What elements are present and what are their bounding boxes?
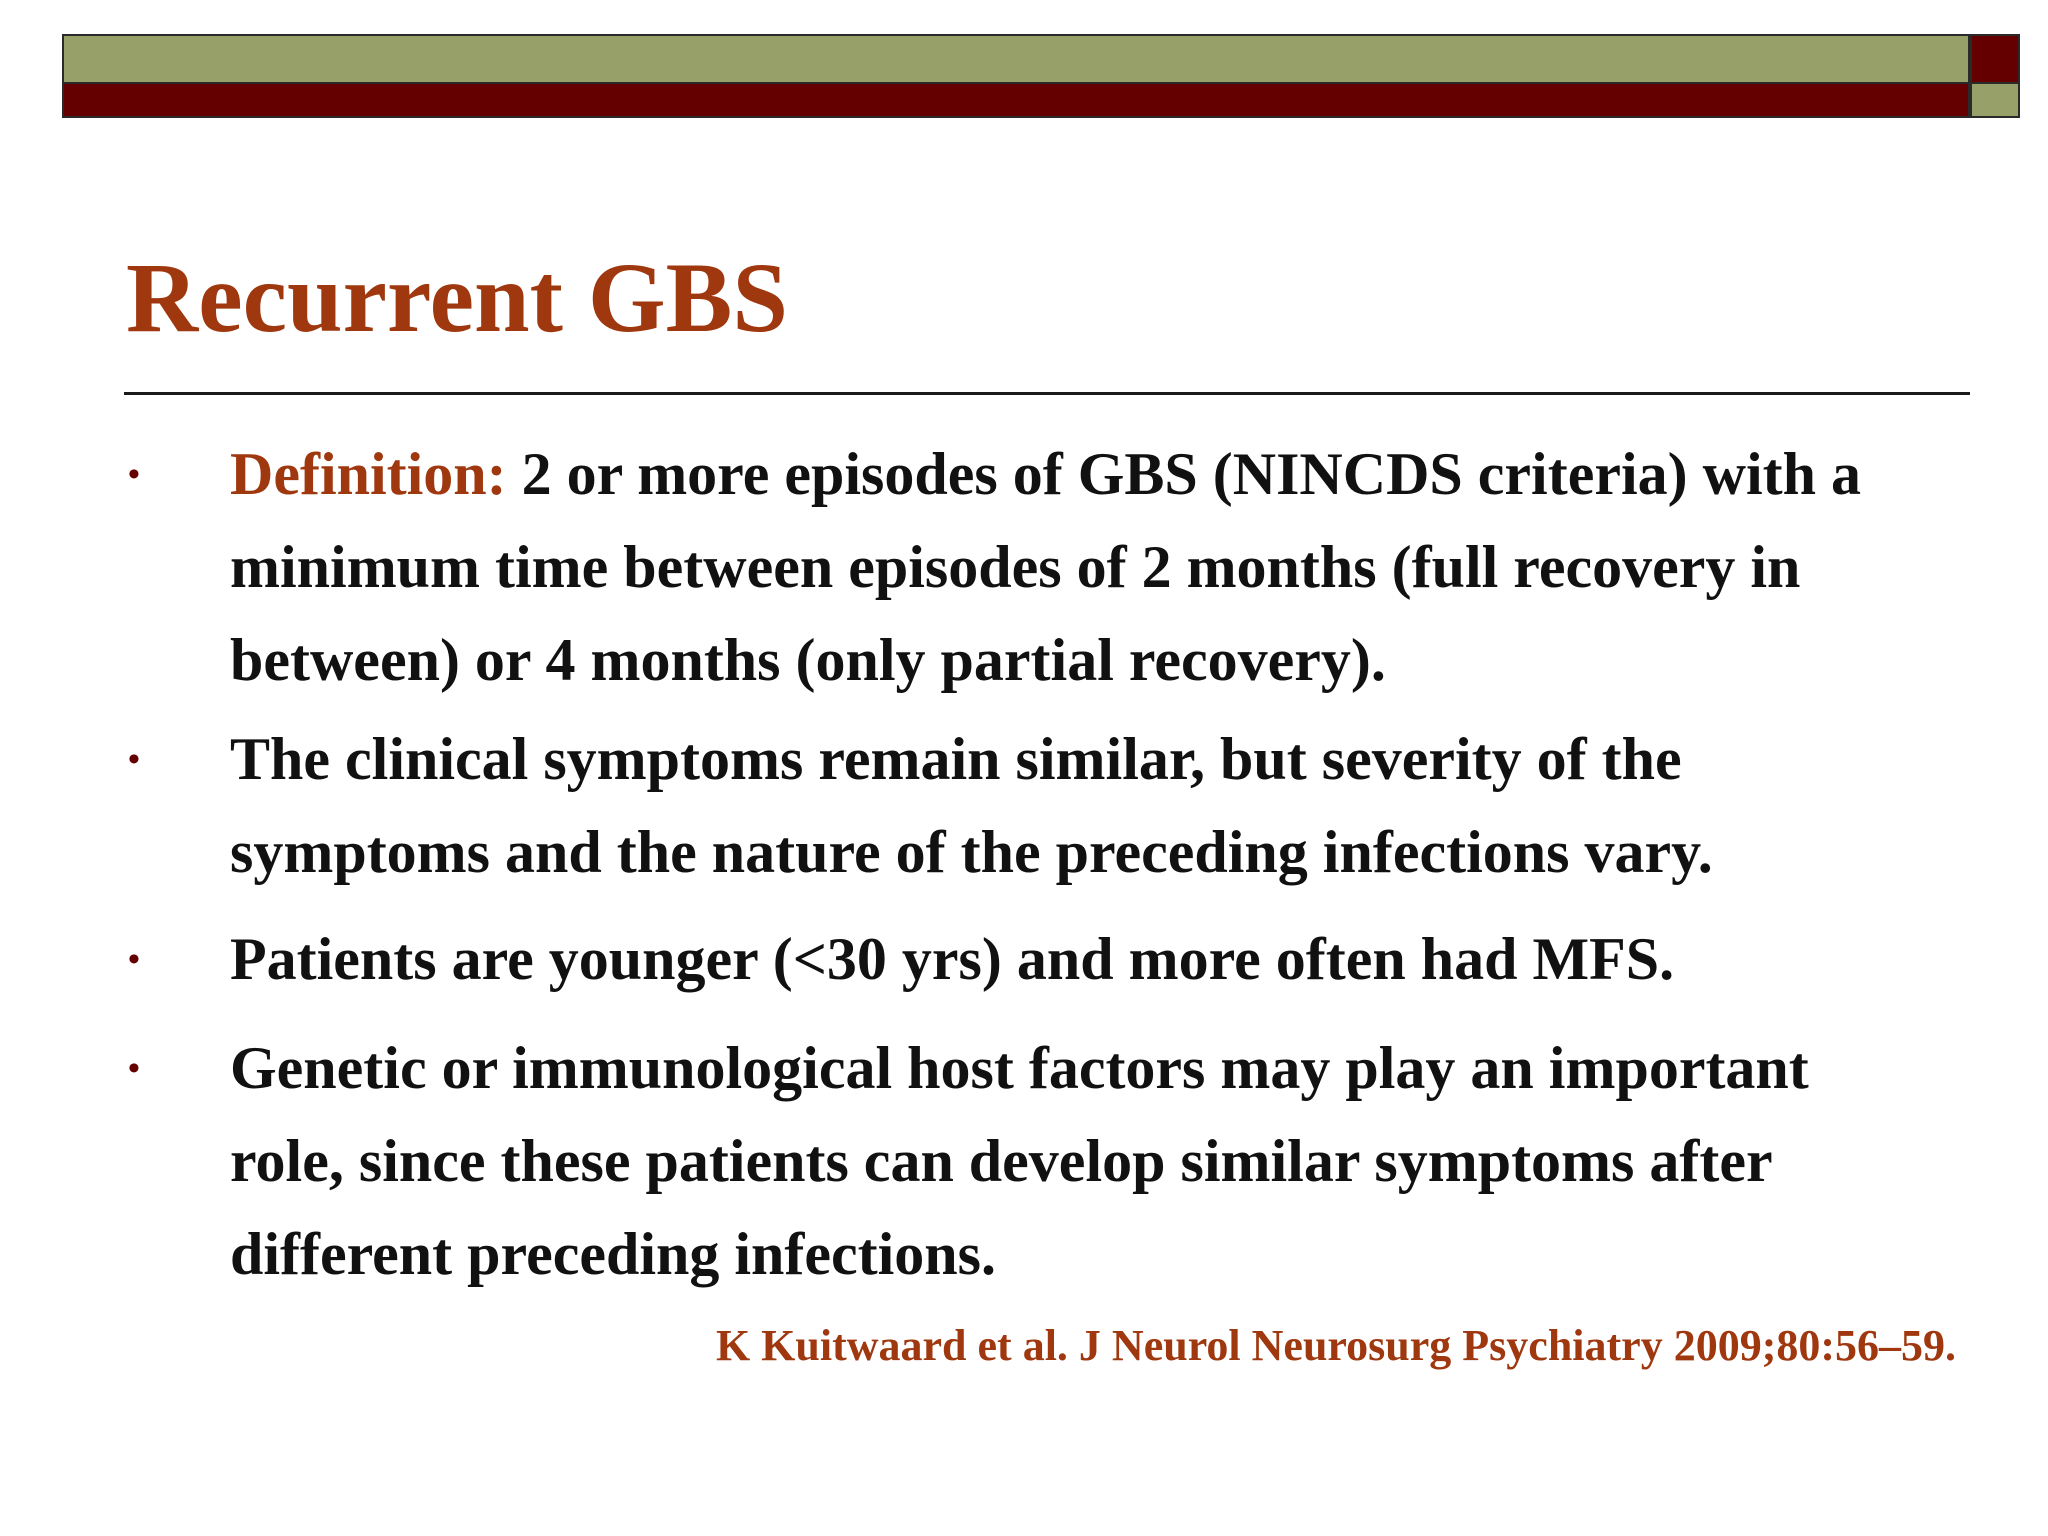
header-bar-olive (62, 34, 1970, 84)
bullet-body: 2 or more episodes of GBS (NINCDS criteria) with a minimum time between episodes of 2 months (full recovery in between) or 4 months (only partial recovery). (230, 441, 1861, 693)
title-divider (124, 392, 1970, 395)
bullet-body: The clinical symptoms remain similar, but severity of the symptoms and the nature of the preceding infections vary. (230, 726, 1713, 885)
bullet-icon: • (128, 941, 140, 978)
bullet-text (230, 913, 1930, 1006)
bullet-text (230, 713, 1930, 899)
bullet-icon: • (128, 456, 140, 493)
bullet-text (230, 428, 1930, 707)
header-bar-maroon (62, 84, 1970, 118)
header-square-maroon (1970, 34, 2020, 84)
header-square-olive (1970, 84, 2020, 118)
definition-label: Definition: (230, 441, 507, 507)
bullet-text (230, 1022, 1930, 1301)
citation: K Kuitwaard et al. J Neurol Neurosurg Psychiatry 2009;80:56–59. (715, 1321, 1956, 1370)
bullet-body: Genetic or immunological host factors may play an important role, since these patients can develop similar symptoms after different preceding infections. (230, 1035, 1809, 1287)
bullet-icon: • (128, 741, 140, 778)
bullet-body: Patients are younger (<30 yrs) and more often had MFS. (230, 926, 1675, 992)
slide-title: Recurrent GBS (126, 242, 788, 353)
bullet-icon: • (128, 1050, 140, 1087)
